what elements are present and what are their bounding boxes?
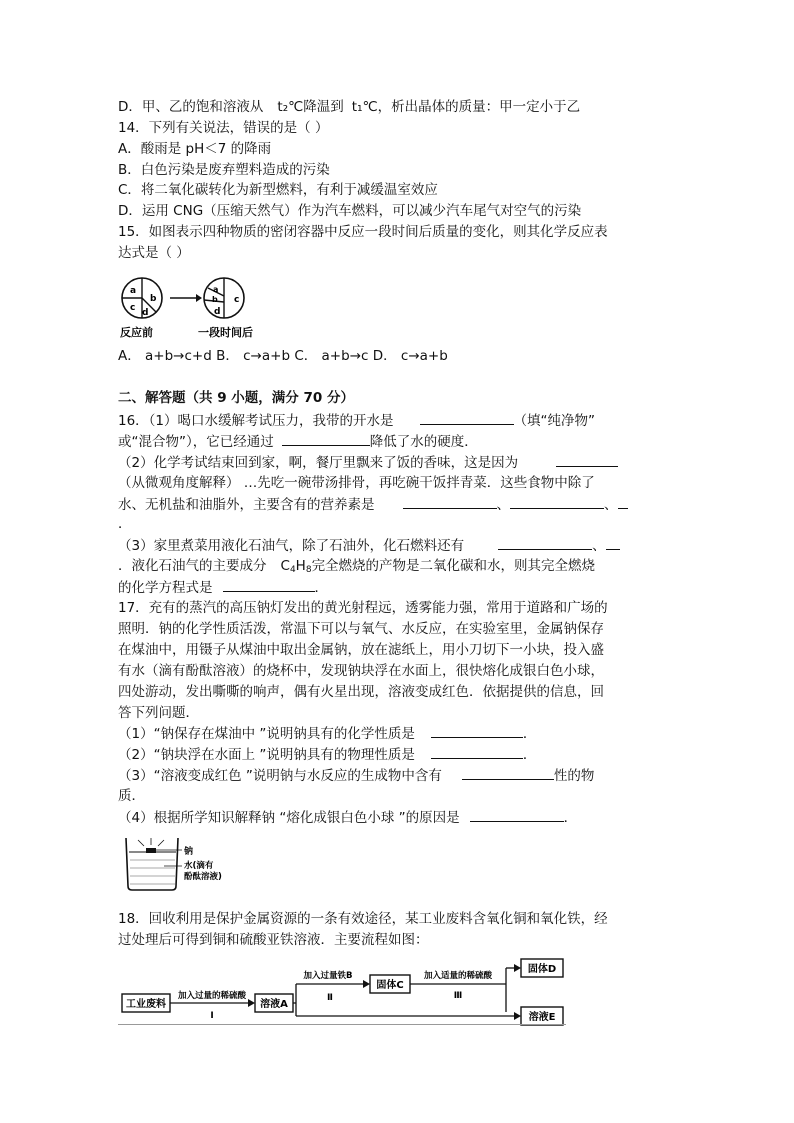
q17-p2: 照明．钠的化学性质活泼，常温下可以与氧气、水反应，在实验室里，金属钠保存 — [118, 621, 604, 637]
beaker — [126, 838, 178, 890]
q16-l8f: 完全燃烧的产物是二氧化碳和水，则其完全燃烧 — [311, 558, 596, 574]
q13-option-d — [118, 97, 580, 117]
q16-blank-3[interactable] — [556, 452, 618, 467]
q14-option-b: B．白色污染是废弃塑料造成的污染 — [118, 162, 330, 178]
q17-blank-1[interactable] — [431, 723, 523, 738]
pie-before-label-a: a — [130, 286, 137, 296]
q16-blank-4[interactable] — [403, 494, 497, 509]
svg-text:溶液E: 溶液E — [528, 1012, 556, 1023]
q17-p1: 17．充有的蒸汽的高压钠灯发出的黄光射程远，透雾能力强，常用于道路和广场的 — [118, 600, 608, 616]
q17-s3a-text: （3）“溶液变成红色 ”说明钠与水反应的生成物中含有 — [118, 768, 442, 784]
q18-line-1: 18．回收利用是保护金属资源的一条有效途径，某工业废料含氧化铜和氧化铁，经 — [118, 911, 608, 927]
q17-s2-text: （2）“钠块浮在水面上 ”说明钠具有的物理性质是 — [118, 747, 415, 763]
q17-p5: 四处游动，发出嘶嘶的响声，偶有火星出现，溶液变成红色．依据提供的信息，回 — [118, 684, 604, 700]
q13-optd-text: D．甲、乙的饱和溶液从 — [118, 99, 264, 115]
q17-p3: 在煤油中，用镊子从煤油中取出金属钠，放在滤纸上，用小刀切下一小块，投入盛 — [118, 642, 604, 658]
q16-l1b: （填“纯净物” — [513, 413, 596, 429]
q16-l2b: 降低了水的硬度． — [369, 434, 478, 450]
pie-after-label-b: b — [212, 295, 218, 304]
pie-after-label-d: d — [214, 307, 221, 317]
q17-blank-3[interactable] — [462, 765, 554, 780]
pie-after-label-a: a — [213, 285, 219, 294]
q16-line-7: （3）家里煮菜用液化石油气，除了石油外，化石燃料还有 、 — [118, 535, 620, 556]
fig-label-sodium: 钠 — [184, 847, 194, 857]
fig-after-label: 一段时间后 — [198, 326, 253, 339]
pie-after-label-c: c — [234, 295, 240, 305]
q16-blank-7[interactable] — [498, 535, 592, 550]
q16-l8a: ．液化石油气的主要成分 — [118, 558, 267, 574]
q13-t1-text: t₁℃，析出晶体的质量：甲一定小于乙 — [351, 99, 581, 115]
q16-l2a: 或“混合物”），它已经通过 — [118, 434, 274, 450]
svg-text:工业废料: 工业废料 — [126, 999, 166, 1010]
section-2-heading: 二、解答题（共 9 小题，满分 70 分） — [118, 390, 354, 406]
fig-label-water-2: 酚酞溶液) — [184, 872, 222, 882]
q16-l7a: （3）家里煮菜用液化石油气，除了石油外，化石燃料还有 — [118, 538, 465, 554]
q14-option-d: D．运用 CNG（压缩天然气）作为汽车燃料，可以减少汽车尾气对空气的污染 — [118, 203, 582, 219]
q17-blank-4[interactable] — [470, 807, 564, 822]
q17-s4a-text: （4）根据所学知识解释钠 “熔化成银白色小球 ”的原因是 — [118, 810, 460, 826]
q15-stem-1: 15．如图表示四种物质的密闭容器中反应一段时间后质量的变化，则其化学反应表 — [118, 224, 608, 240]
q14-option-a: A．酸雨是 pH＜7 的降雨 — [118, 141, 272, 157]
q16-line-5: 水、无机盐和油脂外，主要含有的营养素是 、 、 — [118, 494, 628, 515]
q17-beaker-figure — [120, 830, 232, 892]
svg-text:Ⅲ: Ⅲ — [453, 991, 463, 1001]
q16-l9a: 的化学方程式是 — [118, 580, 213, 596]
sodium-piece — [146, 848, 156, 853]
q16-blank-2[interactable] — [282, 431, 370, 446]
q14-stem: 14．下列有关说法，错误的是（ ） — [118, 120, 329, 136]
q16-blank-9[interactable] — [223, 577, 315, 592]
svg-text:固体D: 固体D — [527, 964, 557, 975]
svg-text:Ⅱ: Ⅱ — [327, 993, 333, 1003]
q16-blank-1[interactable] — [420, 410, 514, 425]
q17-s4: （4）根据所学知识解释钠 “熔化成银白色小球 ”的原因是 ． — [118, 807, 577, 828]
q18-flowchart — [118, 956, 578, 1028]
q16-line-8: ．液化石油气的主要成分 $C_4H_8$完全燃烧的产物是二氧化碳和水，则其完全燃烧 — [118, 558, 596, 575]
q13-t2-text: t₂℃降温到 — [277, 99, 344, 115]
svg-text:溶液A: 溶液A — [260, 999, 288, 1010]
q17-s1: （1）“钠保存在煤油中 ”说明钠具有的化学性质是 ． — [118, 723, 536, 744]
pie-before-label-c: c — [130, 303, 136, 313]
q16-blank-8[interactable] — [606, 535, 620, 550]
q17-s3b-text: 性的物 — [553, 768, 595, 784]
q16-line-2 — [118, 431, 478, 452]
q16-line-6: ． — [118, 516, 132, 532]
q17-s1-text: （1）“钠保存在煤油中 ”说明钠具有的化学性质是 — [118, 726, 415, 742]
q16-l1a: 16．（1）喝口水缓解考试压力，我带的开水是 — [118, 413, 394, 429]
svg-text:加入过量的稀硫酸: 加入过量的稀硫酸 — [177, 991, 247, 1001]
q15-pie-figure — [116, 274, 256, 340]
q16-blank-5[interactable] — [510, 494, 604, 509]
q16-line-4: （从微观角度解释） …先吃一碗带汤排骨，再吃碗干饭拌青菜．这些食物中除了 — [118, 475, 595, 491]
pie-before-label-d: d — [142, 308, 149, 318]
q17-blank-2[interactable] — [431, 744, 523, 759]
bottom-divider — [118, 1024, 566, 1025]
q17-s2: （2）“钠块浮在水面上 ”说明钠具有的物理性质是 ． — [118, 744, 536, 765]
q18-line-2: 过处理后可得到铜和硫酸亚铁溶液．主要流程如图： — [118, 932, 429, 948]
q17-p6: 答下列问题． — [118, 705, 199, 721]
q16-line-9: 的化学方程式是 ． — [118, 577, 328, 598]
q16-l3a: （2）化学考试结束回到家，啊，餐厅里飘来了饭的香味，这是因为 — [118, 455, 519, 471]
svg-text:Ⅰ: Ⅰ — [210, 1011, 214, 1021]
q17-s3c: 质． — [118, 788, 145, 804]
svg-text:固体C: 固体C — [376, 980, 404, 991]
svg-text:加入适量的稀硫酸: 加入适量的稀硫酸 — [423, 971, 493, 981]
q17-s3 — [118, 765, 594, 786]
q16-line-3 — [118, 452, 618, 473]
q15-stem-2: 达式是（ ） — [118, 245, 190, 261]
pie-before-label-b: b — [150, 294, 157, 304]
q16-blank-6[interactable] — [618, 494, 628, 509]
q16-line-1 — [118, 410, 595, 431]
q17-p4: 有水（滴有酚酞溶液）的烧杯中，发现钠块浮在水面上，很快熔化成银白色小球， — [118, 663, 604, 679]
q15-options: A． a+b→c+d B． c→a+b C． a+b→c D． c→a+b — [118, 348, 448, 364]
fig-label-water-1: 水(滴有 — [184, 861, 214, 871]
fig-before-label: 反应前 — [120, 326, 153, 339]
svg-text:加入过量铁B: 加入过量铁B — [303, 971, 353, 981]
q14-option-c: C．将二氧化碳转化为新型燃料，有利于减缓温室效应 — [118, 182, 438, 198]
q16-l5a: 水、无机盐和油脂外，主要含有的营养素是 — [118, 497, 375, 513]
